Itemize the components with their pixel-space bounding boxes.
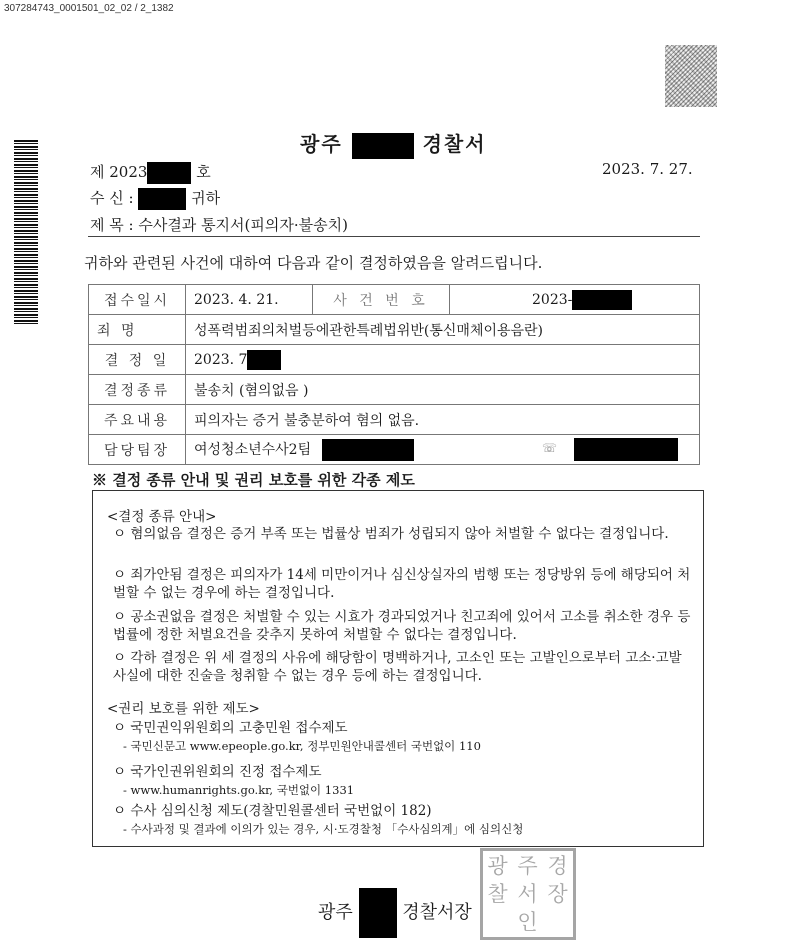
decision-type-value: 불송치 (혐의없음 ) xyxy=(186,375,700,405)
case-info-table xyxy=(88,284,700,465)
officer-label: 담당팀장 xyxy=(89,435,186,465)
charge-value: 성폭력범죄의처벌등에관한특례법위반(통신매체이용음란) xyxy=(186,315,700,345)
redaction xyxy=(138,188,186,210)
section-title: <권리 보호를 위한 제도> xyxy=(107,701,260,717)
intro-text: 귀하와 관련된 사건에 대하여 다음과 같이 결정하였음을 알려드립니다. xyxy=(84,254,543,272)
list-item-detail: - www.humanrights.go.kr, 국번없이 1331 xyxy=(123,783,355,797)
list-item: ㅇ 국민권익위원회의 고충민원 접수제도 xyxy=(113,720,348,736)
notice-heading: ※ 결정 종류 안내 및 권리 보호를 위한 각종 제도 xyxy=(92,471,415,489)
redaction xyxy=(359,888,397,938)
charge-label: 죄 명 xyxy=(89,315,186,345)
decision-type-label: 결정종류 xyxy=(89,375,186,405)
redaction xyxy=(572,290,632,310)
redaction xyxy=(147,162,191,184)
official-seal: 광 주 경 찰 서 장 인 xyxy=(480,848,576,940)
list-item: ㅇ 공소권없음 결정은 처벌할 수 있는 시효가 경과되었거나 친고죄에 있어서 고소를 취소한 경우 등 법률에 정한 처벌요건을 갖추지 못하여 처벌할 수 없다는 결정입니다. xyxy=(113,609,691,643)
list-item-detail: - 수사과정 및 결과에 이의가 있는 경우, 시·도경찰청 「수사심의계」에 심의신청 xyxy=(123,822,524,836)
recipient-line: 수 신 : 귀하 xyxy=(90,187,220,210)
phone-icon: ☏ xyxy=(542,441,558,455)
list-item: ㅇ 각하 결정은 위 세 결정의 사유에 해당함이 명백하거나, 고소인 또는 고발인으로부터 고소·고발 사실에 대한 진술을 청취할 수 없는 경우 등에 하는 결정입니다. xyxy=(113,650,682,684)
list-item: ㅇ 죄가안됨 결정은 피의자가 14세 미만이거나 심신상실자의 범행 또는 정당방위 등에 해당되어 처벌할 수 없는 경우에 하는 결정입니다. xyxy=(113,567,691,601)
section-title: <결정 종류 안내> xyxy=(107,509,217,525)
table-row xyxy=(89,405,700,435)
title-left: 광주 xyxy=(300,132,343,156)
redaction xyxy=(574,438,678,461)
page-title xyxy=(300,128,487,159)
list-item-detail: - 국민신문고 www.epeople.go.kr, 정부민원안내콜센터 국번없이 110 xyxy=(123,739,481,753)
table-row xyxy=(89,285,700,315)
document-id: 307284743_0001501_02_02 / 2_1382 xyxy=(4,3,174,14)
issuer-signature: 광주 경찰서장 xyxy=(318,888,472,938)
document-number: 제 2023 호 xyxy=(90,161,211,184)
redaction xyxy=(322,439,414,461)
case-no-label: 사 건 번 호 xyxy=(313,285,450,315)
officer-cell: 여성청소년수사2팀 ☏ xyxy=(186,435,700,465)
table-row xyxy=(89,315,700,345)
redaction xyxy=(247,350,281,370)
summary-label: 주요내용 xyxy=(89,405,186,435)
table-row xyxy=(89,375,700,405)
list-item: ㅇ 국가인권위원회의 진정 접수제도 xyxy=(113,764,322,780)
barcode xyxy=(14,140,38,325)
redaction xyxy=(352,133,414,159)
document-date: 2023. 7. 27. xyxy=(602,160,693,178)
decision-date-label: 결 정 일 xyxy=(89,345,186,375)
list-item: ㅇ 수사 심의신청 제도(경찰민원콜센터 국번없이 182) xyxy=(113,803,432,819)
list-item: ㅇ 혐의없음 결정은 증거 부족 또는 법률상 범죄가 성립되지 않아 처벌할 수 없다는 결정입니다. xyxy=(113,526,669,542)
table-row xyxy=(89,435,700,465)
qr-code xyxy=(665,45,717,107)
case-no-cell: 2023- xyxy=(450,285,700,315)
notice-box xyxy=(92,490,704,847)
divider xyxy=(88,236,700,237)
subject-line: 제 목 : 수사결과 통지서(피의자·불송치) xyxy=(90,216,348,234)
decision-date-cell: 2023. 7 xyxy=(186,345,700,375)
summary-value: 피의자는 증거 불충분하여 혐의 없음. xyxy=(186,405,700,435)
title-right: 경찰서 xyxy=(422,132,487,156)
table-row xyxy=(89,345,700,375)
received-label: 접수일시 xyxy=(89,285,186,315)
received-value: 2023. 4. 21. xyxy=(186,285,313,315)
